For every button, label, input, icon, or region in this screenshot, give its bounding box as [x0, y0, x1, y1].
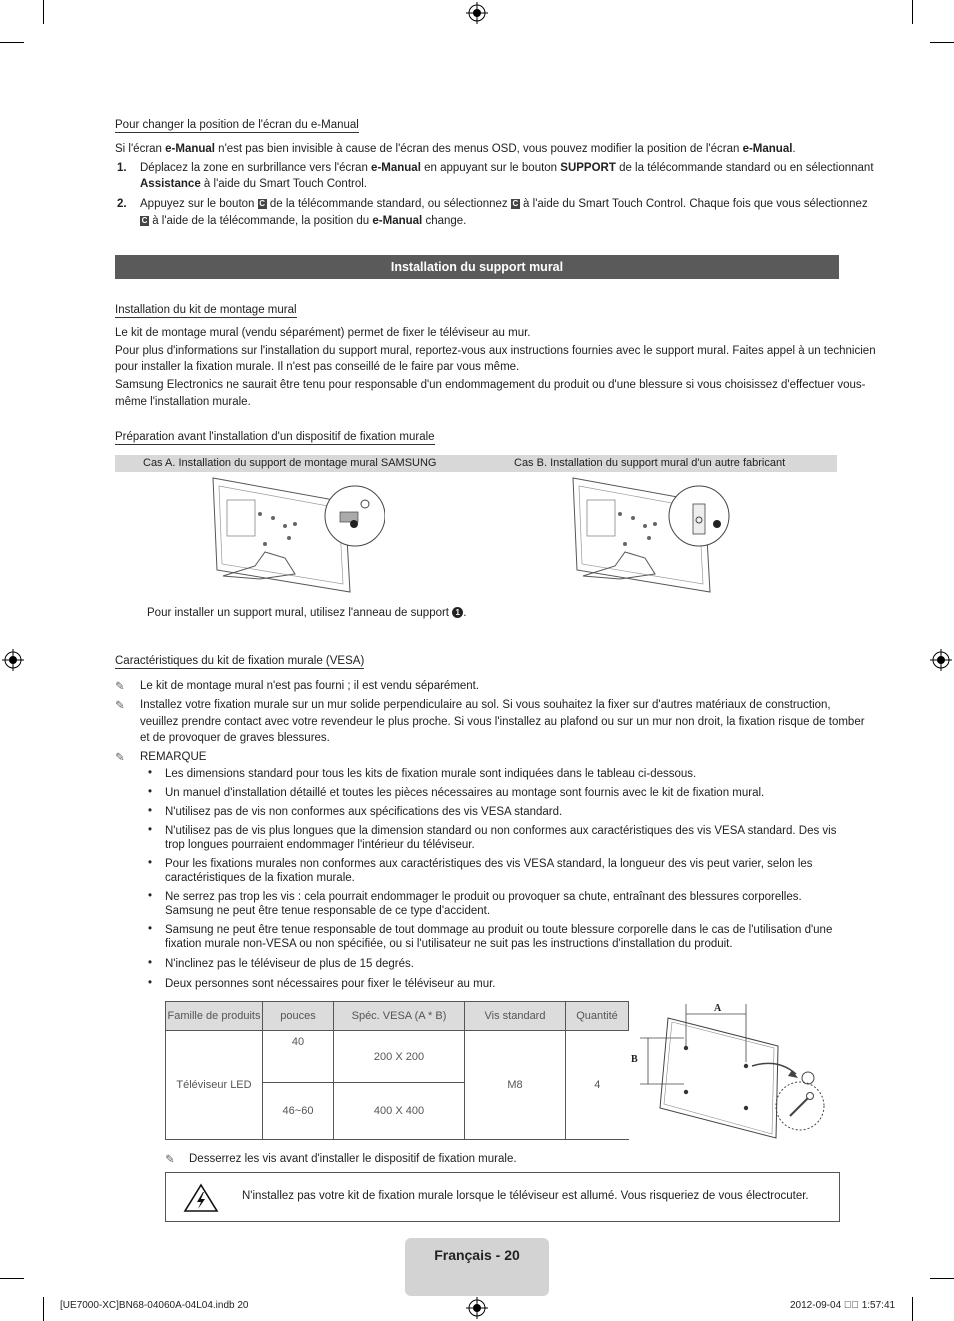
tv-back-third-party-mount-illustration [565, 474, 745, 604]
tv-back-samsung-mount-illustration [205, 474, 385, 604]
print-file-name: [UE7000-XC]BN68-04060A-04L04.indb 20 [60, 1300, 249, 1311]
table-cell: M8 [465, 1031, 566, 1140]
section-heading-vesa: Caractéristiques du kit de fixation murale (VESA) [115, 655, 365, 667]
section-banner: Installation du support mural [115, 255, 839, 279]
c-button-icon: C [141, 215, 148, 225]
table-cell: Téléviseur LED [166, 1031, 263, 1140]
note: Le kit de montage mural n'est pas fourni ; il est vendu séparément. [140, 680, 480, 692]
table-cell: 200 X 200 [334, 1031, 465, 1083]
step-number: 2. [117, 198, 127, 210]
table-header: Quantité [566, 1002, 629, 1031]
crop-mark [43, 1297, 44, 1321]
paragraph: même l'installation murale. [115, 396, 251, 408]
crop-mark [0, 42, 24, 43]
crop-mark [930, 1278, 954, 1279]
paragraph: Le kit de montage mural (vendu séparément) permet de fixer le téléviseur au mur. [115, 327, 531, 339]
table-cell: 46~60 [263, 1083, 334, 1140]
step1-line2: Assistance à l'aide du Smart Touch Control. [140, 178, 368, 190]
section-heading-emanual-position: Pour changer la position de l'écran du e-Manual [115, 119, 359, 131]
dimension-b-label: B [631, 1054, 638, 1065]
print-timestamp: 2012-09-04 ￿￿ 1:57:41 [790, 1300, 896, 1311]
cases-header-bar [115, 455, 837, 472]
crop-mark [912, 0, 913, 24]
crop-mark [0, 1278, 24, 1279]
c-button-icon: C [259, 198, 266, 208]
table-header: Famille de produits [166, 1002, 263, 1031]
note: Desserrez les vis avant d'installer le dispositif de fixation murale. [189, 1153, 517, 1165]
note: Installez votre fixation murale sur un mur solide perpendiculaire au sol. Si vous souhaitez la fixer sur d'autres matériaux de construction, [140, 699, 831, 711]
crop-mark [930, 42, 954, 43]
registration-mark-icon [930, 649, 952, 671]
page-number: Français - 20 [434, 1247, 520, 1263]
registration-mark-icon [2, 649, 24, 671]
table-cell: 40 [263, 1031, 334, 1083]
step2-line1: Appuyez sur le bouton C de la télécommande standard, ou sélectionnez C à l'aide du Smart Touch Control. Chaque fois que vous sélectionnez [140, 198, 868, 210]
page-number-tab [405, 1238, 549, 1296]
vesa-spec-table [165, 1001, 629, 1140]
paragraph: Samsung Electronics ne saurait être tenu pour responsable d'un endommagement du produit ou d'une blessure si vous choisissez d'effectuer vous- [115, 379, 866, 391]
case-a-label: Cas A. Installation du support de montage mural SAMSUNG [143, 457, 437, 469]
table-header-row [166, 1002, 629, 1031]
table-row [166, 1031, 629, 1083]
warning-text: N'installez pas votre kit de fixation murale lorsque le téléviseur est allumé. Vous risqueriez de vous électrocuter. [242, 1190, 809, 1202]
vesa-dimensions-diagram [628, 998, 834, 1143]
section-heading-wall-mount-kit: Installation du kit de montage mural [115, 304, 297, 316]
note: veuillez prendre contact avec votre revendeur le plus proche. Si vous l'installez au plafond ou sur un mur non droit, la fixation risque de tomber [140, 716, 865, 728]
c-button-icon: C [512, 198, 519, 208]
paragraph: Pour plus d'informations sur l'installation du support mural, reportez-vous aux instructions fournies avec le support mural. Faites appel à un technicien [115, 345, 876, 357]
note-icon: ✎ [115, 681, 125, 693]
case-b-label: Cas B. Installation du support mural d'un autre fabricant [514, 457, 786, 469]
crop-mark [912, 1297, 913, 1321]
table-cell: 400 X 400 [334, 1083, 465, 1140]
remark-label: REMARQUE [140, 751, 207, 763]
registration-mark-icon [466, 2, 488, 24]
emanual-intro: Si l'écran e-Manual n'est pas bien invisible à cause de l'écran des menus OSD, vous pouvez modifier la position de l'écran e-Manual. [115, 143, 796, 155]
section-heading-preparation: Préparation avant l'installation d'un dispositif de fixation murale [115, 431, 435, 443]
step1-line1: Déplacez la zone en surbrillance vers l'écran e-Manual en appuyant sur le bouton SUPPORT de la télécommande standard ou en sélectionnant [140, 162, 874, 174]
table-header: Vis standard [465, 1002, 566, 1031]
note-icon: ✎ [165, 1154, 175, 1166]
table-header: pouces [263, 1002, 334, 1031]
marker-1-icon: 1 [452, 607, 463, 618]
note: et de provoquer de graves blessures. [140, 732, 330, 744]
crop-mark [43, 0, 44, 24]
electric-shock-warning-icon [183, 1183, 219, 1213]
warning-box [165, 1172, 840, 1222]
step2-line2: C à l'aide de la télécommande, la position du e-Manual change. [141, 215, 467, 227]
registration-mark-icon [466, 1297, 488, 1319]
paragraph: pour installer la fixation murale. Il n'est pas conseillé de le faire par vous même. [115, 361, 520, 373]
table-cell: 4 [566, 1031, 629, 1140]
note-icon: ✎ [115, 700, 125, 712]
mount-caption: Pour installer un support mural, utilisez l'anneau de support 1 . [147, 607, 467, 619]
step-number: 1. [117, 162, 127, 174]
note-icon: ✎ [115, 752, 125, 764]
table-header: Spéc. VESA (A * B) [334, 1002, 465, 1031]
dimension-a-label: A [714, 1003, 722, 1014]
